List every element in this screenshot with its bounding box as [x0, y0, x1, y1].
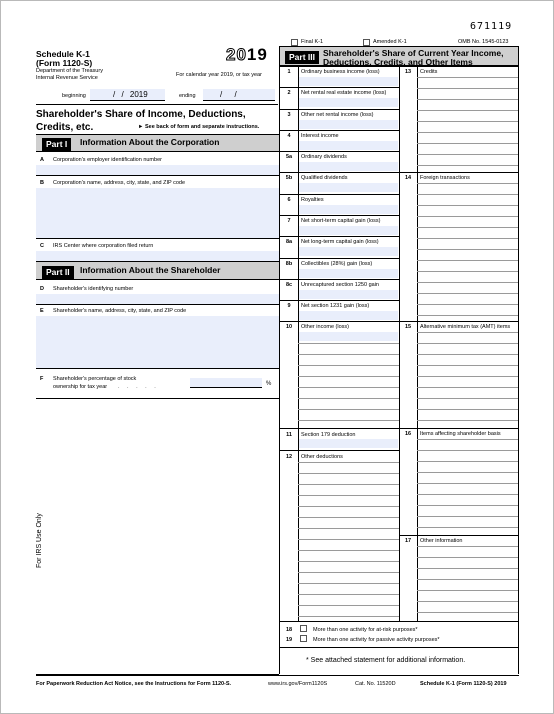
part3-title-1: Shareholder's Share of Current Year Income,: [323, 48, 504, 58]
cell-line: [417, 88, 518, 89]
field-f-label-2: ownership for tax year: [53, 384, 108, 390]
field-a-letter: A: [40, 157, 44, 163]
line-label: Unrecaptured section 1250 gain: [301, 282, 379, 288]
cell-line: [417, 249, 518, 250]
right-section-divider: [399, 535, 518, 536]
field-a-label: Corporation's employer identification number: [53, 157, 162, 163]
cell-line: [417, 332, 518, 333]
cell-line: [417, 238, 518, 239]
line-label: Net rental real estate income (loss): [301, 90, 387, 96]
line-amount-field[interactable]: [299, 269, 398, 278]
line-label: Net section 1231 gain (loss): [301, 303, 370, 309]
omb-number: OMB No. 1545-0123: [458, 39, 509, 45]
line-amount-field[interactable]: [299, 120, 398, 129]
line-label: Collectibles (28%) gain (loss): [301, 261, 373, 267]
cell-line: [298, 354, 399, 355]
cell-line: [298, 473, 399, 474]
cell-line: [298, 561, 399, 562]
divider: [36, 238, 279, 239]
form-bottom-border: [36, 675, 519, 676]
cell-line: [298, 528, 399, 529]
tax-year: [226, 46, 268, 63]
right-line-label: Other information: [420, 538, 463, 544]
final-k1-label: Final K-1: [301, 39, 324, 45]
line-number: 6: [287, 197, 291, 203]
cell-line: [298, 462, 399, 463]
cell-line: [298, 583, 399, 584]
line-label: Net long-term capital gain (loss): [301, 239, 379, 245]
cell-line: [417, 590, 518, 591]
line-label: Ordinary business income (loss): [301, 69, 380, 75]
cell-line: [417, 483, 518, 484]
part2-title: Information About the Shareholder: [80, 265, 221, 275]
beginning-label: beginning: [62, 93, 86, 99]
cell-line: [298, 484, 399, 485]
amended-k1-checkbox[interactable]: [363, 39, 370, 46]
right-line-label: Credits: [420, 69, 438, 75]
right-section-divider: [399, 172, 518, 173]
field-f-percent: %: [266, 381, 272, 387]
cell-line: [417, 165, 518, 166]
right-line-number: 16: [404, 431, 412, 437]
right-line-label: Foreign transactions: [420, 175, 470, 181]
line-amount-field[interactable]: [299, 332, 398, 341]
line-number: 8c: [285, 282, 293, 288]
field-f-letter: F: [40, 376, 44, 382]
cell-line: [417, 260, 518, 261]
part1-tag: Part I: [42, 138, 71, 151]
cell-line: [298, 365, 399, 366]
calendar-year-text: For calendar year 2019, or tax year: [176, 72, 262, 78]
line-label: Qualified dividends: [301, 175, 348, 181]
cell-line: [417, 579, 518, 580]
cell-line: [298, 517, 399, 518]
line-18-checkbox[interactable]: [300, 625, 307, 632]
right-section-divider: [399, 66, 518, 67]
ending-date-field[interactable]: [203, 89, 275, 101]
cell-line: [298, 376, 399, 377]
line-number: 2: [287, 90, 291, 96]
field-f-label-1: Shareholder's percentage of stock: [53, 376, 137, 382]
header-divider: [36, 104, 278, 105]
divider: [36, 175, 279, 176]
cell-line: [417, 398, 518, 399]
line-amount-field[interactable]: [299, 439, 398, 448]
line-number: 8b: [285, 261, 293, 267]
cell-line: [417, 183, 518, 184]
cell-line: [298, 495, 399, 496]
cell-line: [417, 99, 518, 100]
right-line-label: Alternative minimum tax (AMT) items: [420, 324, 511, 330]
line-label: Other income (loss): [301, 324, 349, 330]
field-c-letter: C: [40, 243, 44, 249]
cell-line: [417, 461, 518, 462]
cell-line: [417, 557, 518, 558]
cell-line: [417, 110, 518, 111]
final-k1-checkbox[interactable]: [291, 39, 298, 46]
cell-line: [298, 420, 399, 421]
cell-line: [417, 568, 518, 569]
field-c-label: IRS Center where corporation filed return: [53, 243, 154, 249]
line-number: 5a: [285, 154, 293, 160]
cell-line: [417, 282, 518, 283]
cell-line: [417, 121, 518, 122]
field-f-input[interactable]: [190, 378, 262, 388]
line-number: 12: [285, 454, 293, 460]
line-amount-field[interactable]: [299, 77, 398, 86]
footer-url: www.irs.gov/Form1120S: [268, 681, 328, 687]
cell-line: [417, 494, 518, 495]
line-19-number: 19: [285, 637, 293, 643]
line-amount-field[interactable]: [299, 226, 398, 235]
divider: [280, 647, 518, 648]
agency-line-2: Internal Revenue Service: [36, 75, 98, 81]
line-label: Interest income: [301, 133, 339, 139]
line-label: Other deductions: [301, 454, 343, 460]
cell-line: [417, 343, 518, 344]
cell-line: [417, 376, 518, 377]
line-amount-field[interactable]: [299, 311, 398, 320]
part2-tag: Part II: [42, 266, 74, 279]
line-amount-field[interactable]: [299, 162, 398, 171]
ending-date-value: / /: [220, 90, 237, 99]
cell-line: [417, 472, 518, 473]
field-b-letter: B: [40, 180, 44, 186]
field-f-leader-dots: . . . . .: [118, 384, 159, 390]
right-line-number: 14: [404, 175, 412, 181]
line-18-number: 18: [285, 627, 293, 633]
field-e-label: Shareholder's name, address, city, state, and ZIP code: [53, 308, 187, 314]
line-amount-field[interactable]: [299, 290, 398, 299]
line-label: Net short-term capital gain (loss): [301, 218, 381, 224]
field-a-input[interactable]: [36, 165, 279, 175]
field-e-input[interactable]: [36, 316, 279, 368]
line-amount-field[interactable]: [299, 183, 398, 192]
cell-line: [417, 365, 518, 366]
part3-tag: Part III: [285, 51, 319, 64]
cell-line: [298, 539, 399, 540]
footer-notice: For Paperwork Reduction Act Notice, see the Instructions for Form 1120-S.: [36, 681, 232, 687]
row-divider: [280, 450, 399, 451]
cell-line: [417, 271, 518, 272]
part3-title-2: Deductions, Credits, and Other Items: [323, 57, 473, 67]
line-amount-field[interactable]: [299, 98, 398, 107]
line-amount-field[interactable]: [299, 141, 398, 150]
tax-year-suffix: 19: [246, 45, 268, 64]
attached-statement-note: * See attached statement for additional information.: [306, 657, 466, 664]
line-label: Section 179 deduction: [301, 432, 356, 438]
cell-line: [298, 506, 399, 507]
cell-line: [298, 398, 399, 399]
cell-line: [417, 77, 518, 78]
cell-line: [417, 216, 518, 217]
cell-line: [417, 612, 518, 613]
line-19-label: More than one activity for passive activity purposes*: [313, 637, 440, 643]
see-back-note: ► See back of form and separate instructions.: [138, 124, 260, 130]
cell-line: [417, 546, 518, 547]
line-number: 7: [287, 218, 291, 224]
divider: [36, 304, 279, 305]
line-number: 5b: [285, 175, 293, 181]
line-19-checkbox[interactable]: [300, 635, 307, 642]
cell-line: [417, 143, 518, 144]
cell-line: [417, 387, 518, 388]
cell-line: [298, 594, 399, 595]
cell-line: [298, 605, 399, 606]
line-number: 8a: [285, 239, 293, 245]
divider: [36, 398, 279, 399]
line-number: 9: [287, 303, 291, 309]
line-number: 3: [287, 112, 291, 118]
form-subtitle: (Form 1120-S): [36, 58, 93, 68]
cell-line: [298, 572, 399, 573]
cell-line: [298, 343, 399, 344]
cell-line: [417, 304, 518, 305]
share-title-line-1: Shareholder's Share of Income, Deductions,: [36, 109, 246, 120]
line-label: Ordinary dividends: [301, 154, 347, 160]
cell-line: [298, 616, 399, 617]
field-d-label: Shareholder's identifying number: [53, 286, 134, 292]
ending-label: ending: [179, 93, 196, 99]
cell-line: [417, 439, 518, 440]
field-b-label: Corporation's name, address, city, state, and ZIP code: [53, 180, 185, 186]
cell-line: [298, 387, 399, 388]
right-line-number: 15: [404, 324, 412, 330]
cell-line: [417, 132, 518, 133]
cell-line: [417, 601, 518, 602]
cell-line: [417, 194, 518, 195]
line-number: 10: [285, 324, 293, 330]
field-c-input[interactable]: [36, 251, 279, 261]
column-divider: [279, 46, 280, 674]
field-b-input[interactable]: [36, 188, 279, 238]
right-section-divider: [399, 321, 518, 322]
right-line-number: 13: [404, 69, 412, 75]
line-amount-field[interactable]: [299, 205, 398, 214]
footer-form-name: Schedule K-1 (Form 1120-S) 2019: [420, 681, 507, 687]
right-section-divider: [399, 428, 518, 429]
cell-line: [417, 354, 518, 355]
divider: [36, 368, 279, 369]
line-18-label: More than one activity for at-risk purposes*: [313, 627, 418, 633]
cell-line: [417, 315, 518, 316]
agency-line-1: Department of the Treasury: [36, 68, 103, 74]
line-number: 11: [286, 432, 292, 438]
row-divider: [280, 428, 399, 429]
cell-line: [417, 205, 518, 206]
cell-line: [417, 154, 518, 155]
form-title: Schedule K-1: [36, 49, 90, 59]
right-line-label: Items affecting shareholder basis: [420, 431, 501, 437]
share-title-line-2: Credits, etc.: [36, 122, 94, 133]
amended-k1-label: Amended K-1: [373, 39, 407, 45]
line-number: 4: [287, 133, 291, 139]
part1-title: Information About the Corporation: [80, 137, 220, 147]
irs-use-only: For IRS Use Only: [36, 513, 43, 568]
field-d-input[interactable]: [36, 294, 279, 304]
line-amount-field[interactable]: [299, 247, 398, 256]
row-divider: [280, 621, 518, 622]
tax-year-prefix: 20: [226, 45, 247, 64]
cell-line: [417, 450, 518, 451]
cell-line: [417, 527, 518, 528]
beginning-date-value: / / 2019: [113, 90, 148, 99]
document-id: 671119: [470, 21, 513, 32]
cell-line: [298, 550, 399, 551]
cell-line: [417, 227, 518, 228]
cell-line: [417, 293, 518, 294]
cell-line: [417, 505, 518, 506]
line-label: Other net rental income (loss): [301, 112, 374, 118]
line-number: 1: [287, 69, 291, 75]
cell-line: [298, 409, 399, 410]
cell-line: [417, 516, 518, 517]
cell-line: [417, 409, 518, 410]
field-e-letter: E: [40, 308, 44, 314]
field-d-letter: D: [40, 286, 44, 292]
footer-cat: Cat. No. 11520D: [355, 681, 396, 687]
line-label: Royalties: [301, 197, 324, 203]
right-border: [518, 46, 519, 674]
cell-line: [417, 420, 518, 421]
right-line-number: 17: [404, 538, 412, 544]
